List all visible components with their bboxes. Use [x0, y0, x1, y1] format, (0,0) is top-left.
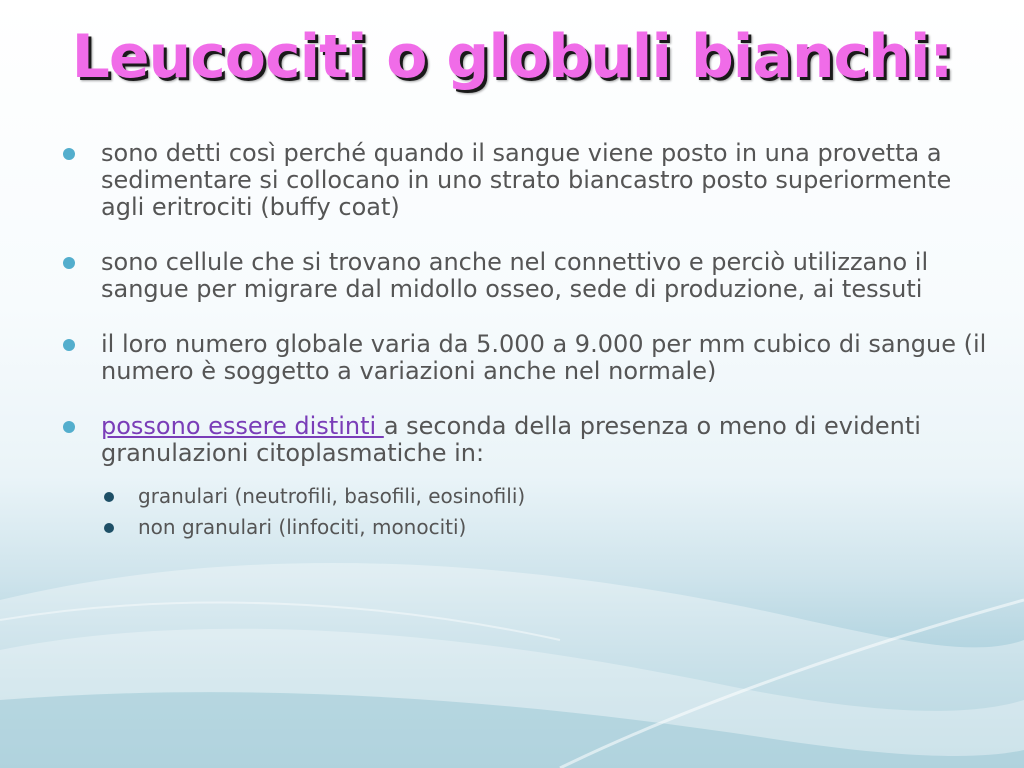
bullet-dot-icon	[63, 339, 75, 351]
sub-bullet-dot-icon	[104, 523, 114, 533]
bullet-item	[60, 413, 990, 543]
bullet-text: a seconda della presenza o meno di evidenti granulazioni citoplasmatiche in:	[101, 412, 921, 467]
bullet-text: sono cellule che si trovano anche nel connettivo e perciò utilizzano il sangue per migrare dal midollo osseo, sede di produzione, ai tessuti	[101, 248, 929, 303]
slide-title: Leucociti o globuli bianchi:	[71, 22, 953, 92]
bullet-item	[60, 140, 990, 221]
sub-bullet-text: granulari (neutrofili, basofili, eosinofili)	[138, 484, 526, 508]
bullet-dot-icon	[63, 148, 75, 160]
sub-bullet-list	[101, 481, 990, 543]
slide-content	[60, 140, 990, 571]
bullet-text: sono detti così perché quando il sangue viene posto in una provetta a sedimentare si collocano in uno strato biancastro posto superiormente agli eritrociti (buffy coat)	[101, 139, 952, 221]
sub-bullet-item	[101, 512, 990, 543]
sub-bullet-item	[101, 481, 990, 512]
bullet-dot-icon	[63, 257, 75, 269]
sub-bullet-text: non granulari (linfociti, monociti)	[138, 515, 467, 539]
bullet-item	[60, 331, 990, 385]
bullet-text: il loro numero globale varia da 5.000 a 9.000 per mm cubico di sangue (il numero è soggetto a variazioni anche nel normale)	[101, 330, 987, 385]
bullet-list	[60, 140, 990, 543]
sub-bullet-dot-icon	[104, 492, 114, 502]
bullet-item	[60, 249, 990, 303]
bullet-dot-icon	[63, 421, 75, 433]
distinti-link[interactable]: possono essere distinti	[101, 412, 384, 440]
